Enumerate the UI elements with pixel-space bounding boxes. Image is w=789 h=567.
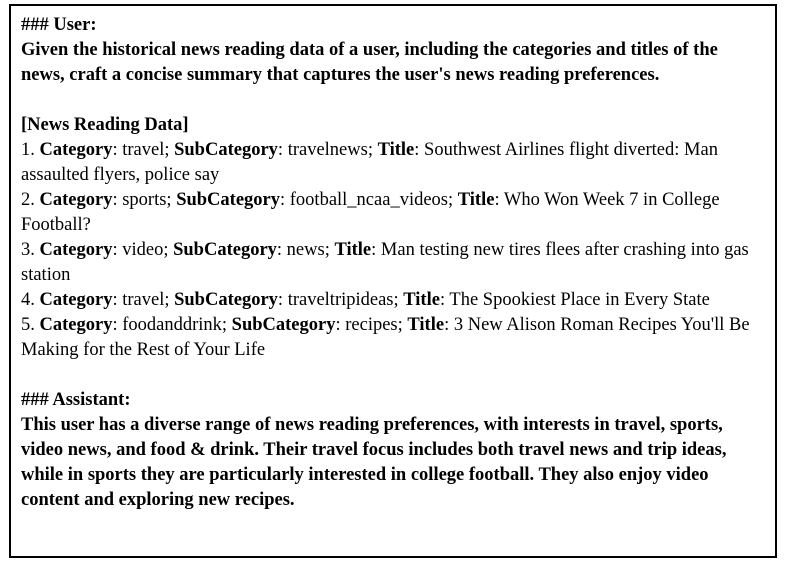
title-value: The Spookiest Place in Every State: [449, 290, 710, 310]
spacer: [21, 363, 765, 388]
title-label: Title: [457, 190, 495, 210]
item-number: 4.: [21, 290, 35, 310]
category-value: travel: [122, 290, 165, 310]
subcategory-label: SubCategory: [173, 240, 277, 260]
item-number: 5.: [21, 315, 35, 335]
subcategory-label: SubCategory: [231, 315, 336, 335]
category-value: foodanddrink: [122, 315, 222, 335]
title-value: Southwest Airlines flight diverted: Man assaulted flyers, police say: [21, 140, 718, 185]
prompt-box: [9, 4, 777, 558]
news-item: 2. Category: sports; SubCategory: football_ncaa_videos; Title: Who Won Week 7 in College Football?: [21, 190, 720, 235]
news-item: 5. Category: foodanddrink; SubCategory: recipes; Title: 3 New Alison Roman Recipes You'll Be Making for the Rest of Your Life: [21, 315, 750, 360]
category-label: Category: [39, 290, 113, 310]
category-label: Category: [39, 240, 113, 260]
data-heading: [News Reading Data]: [21, 115, 189, 135]
category-label: Category: [39, 140, 113, 160]
item-number: 1.: [21, 140, 35, 160]
category-label: Category: [39, 190, 113, 210]
assistant-response: This user has a diverse range of news reading preferences, with interests in travel, sports, video news, and food & drink. Their travel focus includes both travel news and trip ideas, while in sports they are particularly interested in college football. They also enjoy video content and exploring new recipes.: [21, 415, 727, 510]
title-value: Man testing new tires flees after crashing into gas station: [21, 240, 749, 285]
category-value: video: [122, 240, 164, 260]
subcategory-value: recipes: [345, 315, 398, 335]
spacer: [21, 88, 765, 113]
title-value: Who Won Week 7 in College Football?: [21, 190, 720, 235]
subcategory-label: SubCategory: [174, 290, 278, 310]
subcategory-label: SubCategory: [174, 140, 278, 160]
item-number: 2.: [21, 190, 35, 210]
subcategory-label: SubCategory: [176, 190, 280, 210]
category-value: travel: [122, 140, 165, 160]
item-number: 3.: [21, 240, 35, 260]
category-label: Category: [39, 315, 113, 335]
news-item: 1. Category: travel; SubCategory: travelnews; Title: Southwest Airlines flight diverted: Man assaulted flyers, police say: [21, 140, 718, 185]
subcategory-value: football_ncaa_videos: [289, 190, 448, 210]
category-value: sports: [122, 190, 167, 210]
assistant-heading: ### Assistant:: [21, 390, 131, 410]
title-value: 3 New Alison Roman Recipes You'll Be Making for the Rest of Your Life: [21, 315, 750, 360]
news-item: 4. Category: travel; SubCategory: traveltripideas; Title: The Spookiest Place in Every State: [21, 290, 710, 310]
instruction-text: Given the historical news reading data of a user, including the categories and titles of the news, craft a concise summary that captures the user's news reading preferences.: [21, 40, 718, 85]
subcategory-value: news: [286, 240, 325, 260]
title-label: Title: [377, 140, 415, 160]
title-label: Title: [403, 290, 440, 310]
title-label: Title: [334, 240, 372, 260]
user-heading: ### User:: [21, 15, 97, 35]
news-list: [21, 138, 765, 363]
title-label: Title: [407, 315, 445, 335]
subcategory-value: traveltripideas: [287, 290, 394, 310]
news-item: 3. Category: video; SubCategory: news; Title: Man testing new tires flees after crashing into gas station: [21, 240, 749, 285]
subcategory-value: travelnews: [287, 140, 368, 160]
